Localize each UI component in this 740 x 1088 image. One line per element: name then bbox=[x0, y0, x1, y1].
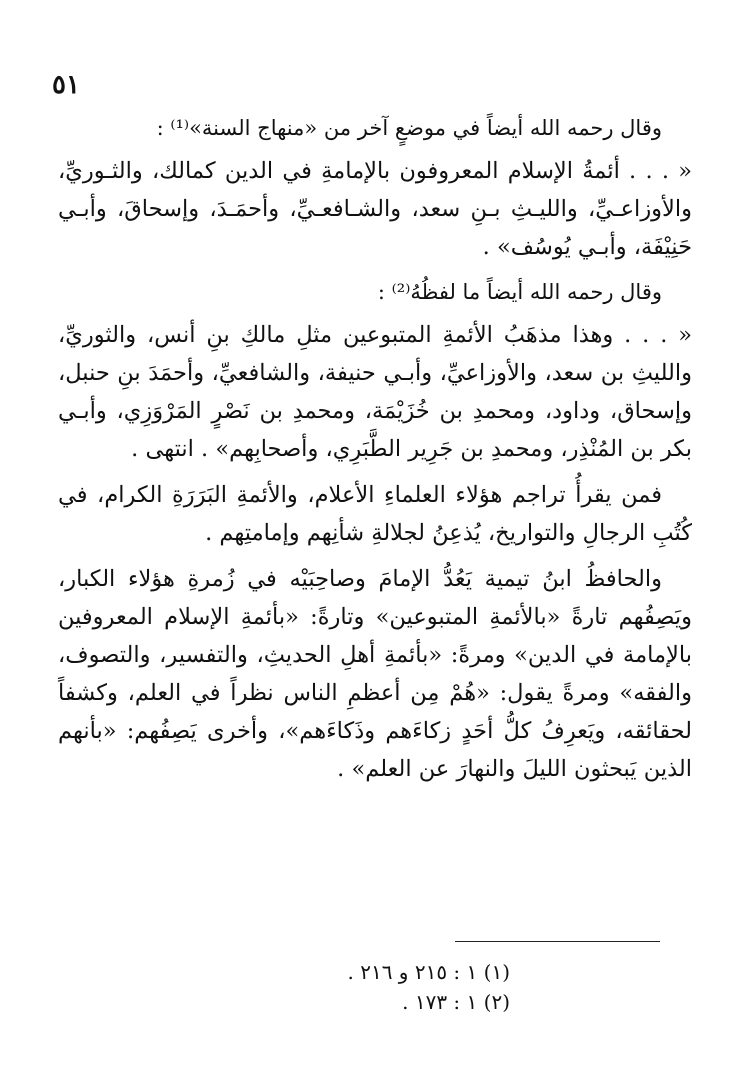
body-paragraph: فمن يقرأُ تراجم هؤلاء العلماءِ الأعلام، والأئمةِ البَرَرَةِ الكرام، في كُتُبِ الرجالِ والتواريخ، يُذعِنُ لجلالةِ شأنِهم وإمامتِهم . bbox=[58, 482, 692, 546]
quote-paragraph: « . . . وهذا مذهَبُ الأئمةِ المتبوعين مثلِ مالكِ بنِ أنس، والثوريِّ، والليثِ بن سعد، والأوزاعيِّ، وأبـي حنيفة، والشافعيِّ، وأحمَدَ بنِ حنبل، وإسحاق، وداود، ومحمدِ بن خُزَيْمَة، ومحمدِ بن نَصْرٍ المَرْوَزِي، وأبـي بكر بن المُنْذِر، ومحمدِ بن جَرِير الطَّبَرِي، وأصحابِهم» . انتهى . bbox=[58, 322, 692, 462]
footnote-1: (١) ١ : ٢١٥ و ٢١٦ . bbox=[347, 960, 510, 984]
body-paragraph: والحافظُ ابنُ تيمية يَعُدُّ الإمامَ وصاحِبَيْه في زُمرةِ هؤلاء الكبار، ويَصِفُهم تارةً «بالأئمةِ المتبوعين» وتارةً: «بأئمةِ الإسلام المعروفين بالإمامة في الدين» ومرةً: «بأئمةِ أهلِ الحديثِ، والتفسير، والتصوف، والفقه» ومرةً يقول: «هُمْ مِن أعظمِ الناس نظراً في العلم، وكشفاً لحقائقه، ويَعرِفُ كلُّ أحَدٍ زكاءَهم وذَكاءَهم»، وأخرى يَصِفُهم: «بأنهم الذين يَبحثون الليلَ والنهارَ عن العلم» . bbox=[58, 566, 692, 782]
page-number: ٥١ bbox=[52, 70, 80, 100]
footnote-2: (٢) ١ : ١٧٣ . bbox=[402, 990, 510, 1014]
intro-paragraph: وقال رحمه الله أيضاً في موضعٍ آخر من «منهاج السنة»⁽¹⁾ : bbox=[156, 116, 662, 140]
footnote-divider bbox=[455, 941, 660, 942]
quote-paragraph: « . . . أئمةُ الإسلام المعروفون بالإمامةِ في الدين كمالك، والثـوريِّ، والأوزاعـيِّ، والليـثِ بـنِ سعد، والشـافعـيِّ، وأحمَـدَ، وإسحاقَ، وأبـي حَنِيْفَة، وأبـي يُوسُف» . bbox=[58, 158, 692, 260]
page-body bbox=[58, 110, 692, 796]
intro-paragraph: وقال رحمه الله أيضاً ما لفظُهُ⁽²⁾ : bbox=[377, 280, 662, 304]
